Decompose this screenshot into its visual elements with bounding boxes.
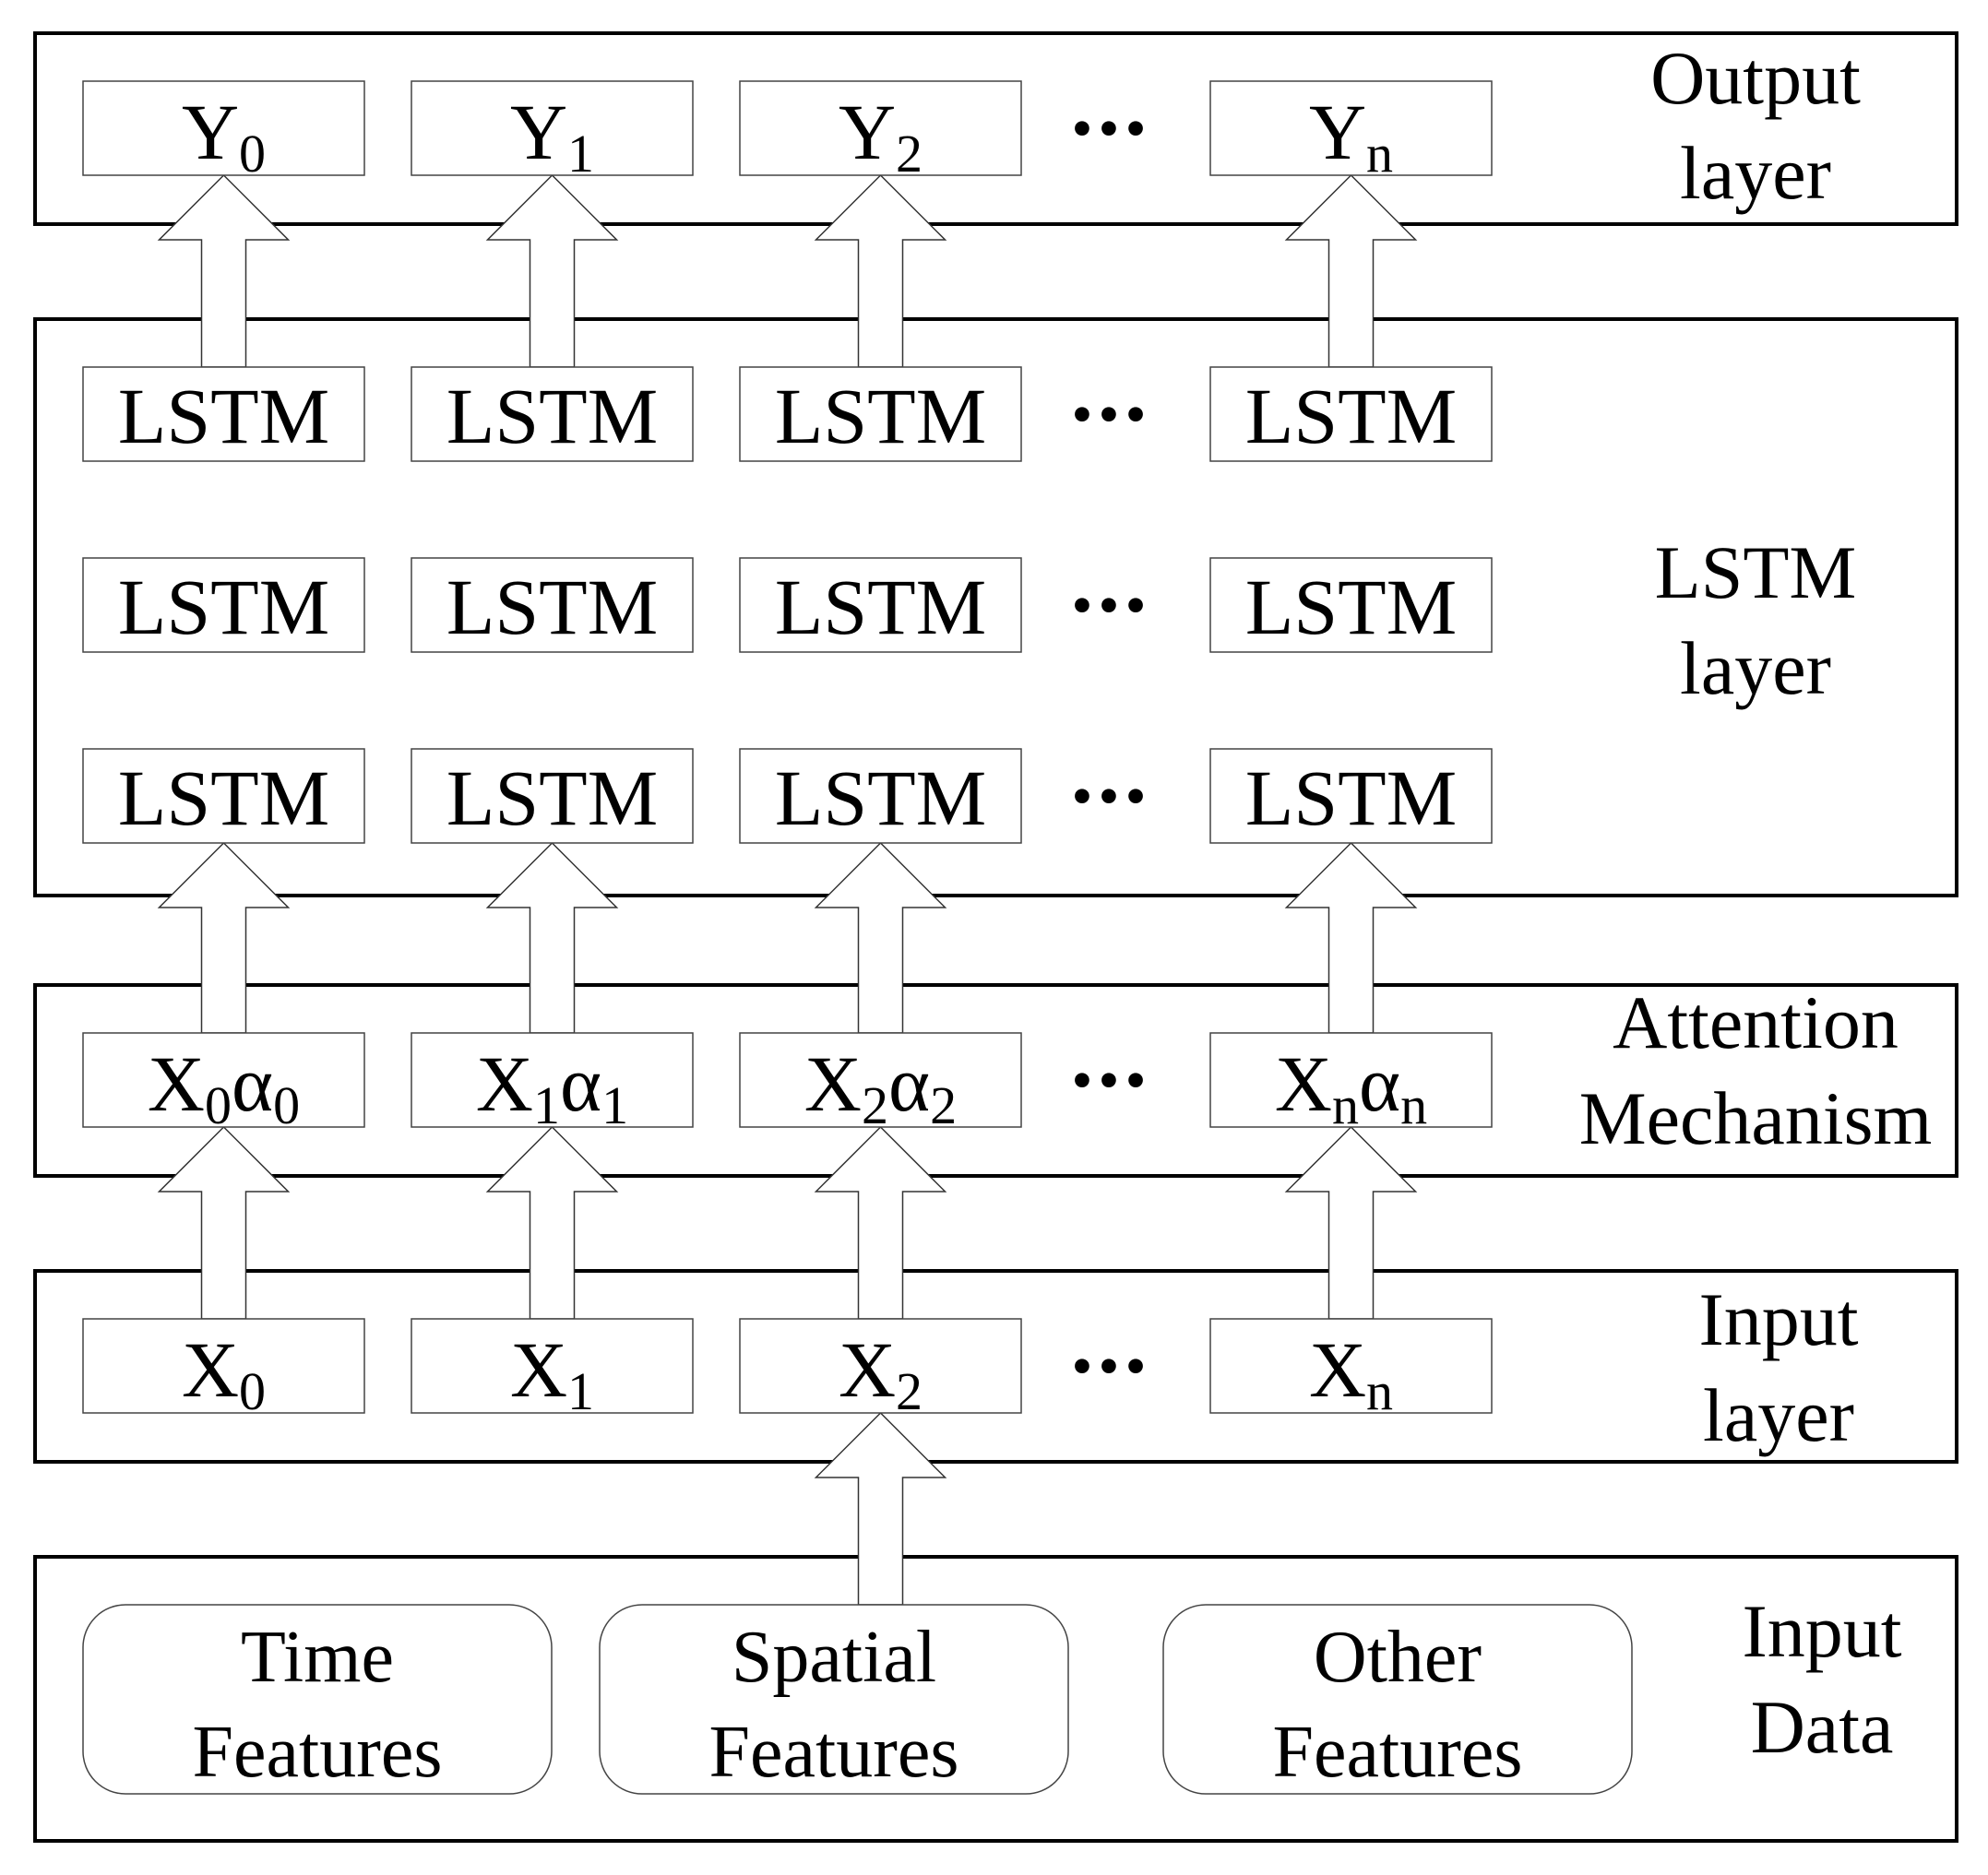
output-node-label: Y0 <box>181 88 267 184</box>
feature-box <box>83 1605 552 1794</box>
output-node-label: Yn <box>1308 88 1394 184</box>
lstm-node-label: LSTM <box>446 372 659 460</box>
lstm-node-label: LSTM <box>1244 754 1458 842</box>
lstm-node-grid <box>83 367 1492 843</box>
lstm-node <box>740 367 1021 461</box>
lstm-node <box>1210 558 1492 652</box>
up-arrow <box>1287 843 1416 1033</box>
attention-node <box>1210 1033 1492 1135</box>
up-arrow <box>488 843 617 1033</box>
up-arrow <box>816 175 946 367</box>
lstm-node-label: LSTM <box>1244 563 1458 651</box>
lstm-node-label: LSTM <box>117 563 330 651</box>
up-arrow <box>816 1127 946 1319</box>
output-node <box>411 81 693 184</box>
feature-box <box>1163 1605 1632 1794</box>
lstm-layer-label-line1: LSTM <box>1654 530 1857 614</box>
input-node <box>83 1319 364 1421</box>
lstm-node <box>411 367 693 461</box>
input-node-label: X1 <box>509 1325 595 1421</box>
lstm-node-label: LSTM <box>117 372 330 460</box>
input-data-label-line1: Input <box>1742 1589 1902 1673</box>
lstm-node-label: LSTM <box>446 563 659 651</box>
lstm-node-label: LSTM <box>774 563 987 651</box>
output-node-label: Y2 <box>838 88 923 184</box>
lstm-node <box>83 558 364 652</box>
attention-node-label: Xnαn <box>1274 1039 1428 1135</box>
output-node <box>1210 81 1492 184</box>
output-layer-label-line1: Output <box>1650 36 1861 120</box>
output-node-label: Y1 <box>509 88 595 184</box>
input-node <box>1210 1319 1492 1421</box>
ellipsis: ••• <box>1071 572 1152 639</box>
lstm-node-label: LSTM <box>774 372 987 460</box>
output-layer-label-line2: layer <box>1680 131 1831 215</box>
feature-label-line: Time <box>240 1617 395 1698</box>
output-node-row <box>83 81 1492 184</box>
lstm-node <box>740 749 1021 843</box>
lstm-node-label: LSTM <box>117 754 330 842</box>
attention-node-label: X2α2 <box>804 1039 958 1135</box>
input-layer-label-line1: Input <box>1698 1277 1859 1361</box>
up-arrow <box>488 175 617 367</box>
lstm-node <box>83 367 364 461</box>
attention-node-label: X0α0 <box>147 1039 301 1135</box>
feature-label-line: Features <box>1272 1712 1523 1793</box>
lstm-node <box>740 558 1021 652</box>
feature-label-line: Spatial <box>731 1617 937 1698</box>
input-data-label-line2: Data <box>1750 1685 1894 1769</box>
ellipsis: ••• <box>1071 381 1152 448</box>
attention-node-row <box>83 1033 1492 1135</box>
input-layer-label-line2: layer <box>1703 1373 1854 1457</box>
lstm-node <box>83 749 364 843</box>
feature-label-line: Features <box>708 1712 959 1793</box>
up-arrow <box>816 843 946 1033</box>
lstm-node <box>1210 749 1492 843</box>
feature-box <box>600 1605 1068 1794</box>
ellipsis: ••• <box>1071 1047 1152 1114</box>
ellipsis: ••• <box>1071 763 1152 830</box>
attention-node <box>83 1033 364 1135</box>
lstm-node-label: LSTM <box>774 754 987 842</box>
up-arrow <box>160 843 289 1033</box>
attention-node-label: X1α1 <box>475 1039 629 1135</box>
up-arrow <box>160 175 289 367</box>
up-arrow <box>488 1127 617 1319</box>
lstm-node <box>411 749 693 843</box>
attention-node <box>411 1033 693 1135</box>
ellipsis: ••• <box>1071 95 1152 162</box>
up-arrow <box>160 1127 289 1319</box>
input-node-row <box>83 1319 1492 1421</box>
up-arrow <box>816 1413 946 1605</box>
input-node-label: X0 <box>181 1325 267 1421</box>
feature-label-line: Other <box>1313 1617 1482 1698</box>
input-node-label: Xn <box>1308 1325 1394 1421</box>
input-node <box>740 1319 1021 1421</box>
ellipsis-group <box>1071 95 1151 1400</box>
lstm-node-label: LSTM <box>1244 372 1458 460</box>
attention-node <box>740 1033 1021 1135</box>
input-node <box>411 1319 693 1421</box>
lstm-layer-label-line2: layer <box>1680 626 1831 710</box>
lstm-node <box>1210 367 1492 461</box>
ellipsis: ••• <box>1071 1333 1152 1400</box>
up-arrow <box>1287 1127 1416 1319</box>
output-node <box>83 81 364 184</box>
attention-layer-label-line2: Mechanism <box>1578 1076 1933 1160</box>
feature-label-line: Features <box>192 1712 443 1793</box>
input-node-label: X2 <box>838 1325 923 1421</box>
attention-layer-label-line1: Attention <box>1613 980 1899 1064</box>
output-node <box>740 81 1021 184</box>
input-feature-group <box>83 1605 1632 1794</box>
lstm-node <box>411 558 693 652</box>
lstm-node-label: LSTM <box>446 754 659 842</box>
up-arrow <box>1287 175 1416 367</box>
